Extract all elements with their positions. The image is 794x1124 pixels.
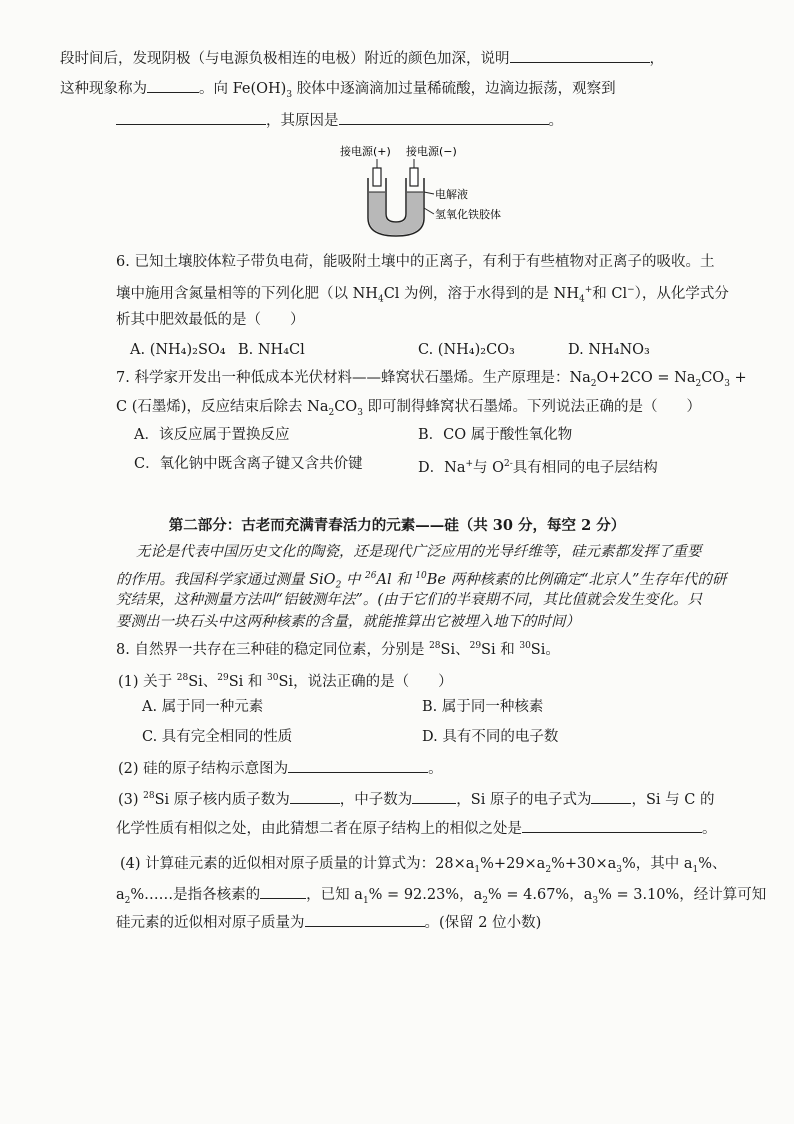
q8-blank-meaning[interactable]	[260, 884, 306, 899]
q8-blank-electron-formula[interactable]	[591, 789, 631, 804]
q8-part4-line2: $a_2\%\dots\dots$是指各核素的 ，已知 $a_1\% = 92.23\%$，$a_2\% = 4.67\%$，$a_3\% = 3.10\%$，经计算可知	[116, 884, 754, 911]
q8-option-c[interactable]: C. 具有完全相同的性质	[142, 729, 293, 745]
q8-line-1: 8. 自然界一共存在三种硅的稳定同位素，分别是 $^{28}$Si、$^{29}$Si 和 $^{30}$Si。	[116, 641, 560, 658]
part2-intro-3: 究结果，这种测量方法叫“铝铍测年法”。(由于它们的半衰期不同，其比值就会发生变化。只	[116, 592, 702, 608]
q8-blank-neutrons[interactable]	[412, 789, 456, 804]
part2-intro-1: 无论是代表中国历史文化的陶瓷，还是现代广泛应用的光导纤维等，硅元素都发挥了重要	[136, 544, 702, 560]
q5-line-3: ，其原因是 。	[116, 110, 754, 131]
q7-option-c[interactable]: C．氧化钠中既含离子键又含共价键	[134, 456, 363, 472]
u-tube-diagram	[330, 142, 530, 240]
q8-option-d[interactable]: D. 具有不同的电子数	[422, 729, 559, 745]
q7-option-a[interactable]: A．该反应属于置换反应	[134, 427, 290, 443]
q6-option-c[interactable]: C. (NH₄)₂CO₃	[418, 342, 515, 358]
q5-blank-3[interactable]	[116, 110, 266, 125]
q8-part1: (1) 关于 $^{28}$Si、$^{29}$Si 和 $^{30}$Si，说法正确的是（ ）	[118, 673, 453, 690]
electrode-right	[410, 168, 418, 186]
electrode-left	[373, 168, 381, 186]
q6-option-a[interactable]: A. (NH₄)₂SO₄	[130, 342, 226, 358]
q5-line-1: 段时间后，发现阴极（与电源负极相连的电极）附近的颜色加深，说明 ，	[60, 48, 754, 69]
q5-line-2: 这种现象称为 。向 $Fe(OH)_3$ 胶体中逐滴滴加过量稀硫酸，边滴边振荡，观察到	[60, 78, 754, 105]
q5-blank-1[interactable]	[510, 48, 650, 63]
q8-part4-line3: 硅元素的近似相对原子质量为 。(保留 2 位小数)	[116, 912, 754, 933]
q8-blank-protons[interactable]	[290, 789, 340, 804]
q8-option-b[interactable]: B. 属于同一种核素	[422, 699, 544, 715]
q6-line-3: 析其中肥效最低的是（ ）	[116, 312, 305, 328]
q8-part3-line1: (3) $^{28}$Si 原子核内质子数为 ，中子数为 ，Si 原子的电子式为 ，Si 与 C 的	[118, 786, 754, 810]
part2-heading: 第二部分：古老而充满青春活力的元素——硅（共 30 分，每空 2 分）	[168, 517, 626, 534]
q7-line-1: 7. 科学家开发出一种低成本光伏材料——蜂窝状石墨烯。生产原理是：$Na_2O+2CO = Na_2CO_3$ +	[116, 370, 747, 389]
part2-intro-2: 的作用。我国科学家通过测量 SiO$_2$ 中 $^{26}$Al 和 $^{10}$Be 两种核素的比例确定“北京人”生存年代的研	[116, 571, 727, 591]
q5-blank-4[interactable]	[339, 110, 549, 125]
q8-blank-structure[interactable]	[288, 758, 428, 773]
q7-option-b[interactable]: B．CO 属于酸性氧化物	[418, 427, 573, 443]
part2-intro-4: 要测出一块石头中这两种核素的含量，就能推算出它被埋入地下的时间）	[116, 614, 580, 630]
diagram-label-electrolyte: 电解液	[435, 188, 468, 201]
q7-line-2: C (石墨烯)，反应结束后除去 $Na_2CO_3$ 即可制得蜂窝状石墨烯。下列说法正确的是（ ）	[116, 399, 702, 418]
diagram-label-negative: 接电源(−)	[406, 145, 457, 158]
q8-blank-atomic-mass[interactable]	[305, 912, 425, 927]
q7-option-d[interactable]: D．Na+与 $O^{2-}$具有相同的电子层结构	[418, 459, 658, 476]
q6-line-2: 壤中施用含氮量相等的下列化肥（以 $NH_4Cl$ 为例，溶于水得到的是 $NH_4^+$和 Cl−），从化学式分	[116, 285, 729, 305]
q6-line-1: 6. 已知土壤胶体粒子带负电荷，能吸附土壤中的正离子，有利于有些植物对正离子的吸收。土	[116, 254, 715, 270]
diagram-label-colloid: 氢氧化铁胶体	[435, 208, 501, 221]
q8-option-a[interactable]: A. 属于同一种元素	[142, 699, 264, 715]
diagram-label-positive: 接电源(+)	[340, 145, 391, 158]
q6-option-b[interactable]: B. NH₄Cl	[238, 342, 305, 358]
q8-blank-similarity[interactable]	[522, 818, 702, 833]
q8-part4-line1: (4) 计算硅元素的近似相对原子质量的计算式为：$28\times a_1\%+29\times a_2\%+30\times a_3\%$，其中 $a_1\%$、	[120, 856, 727, 875]
q8-part3-line2: 化学性质有相似之处，由此猜想二者在原子结构上的相似之处是 。	[116, 818, 754, 839]
q5-blank-2[interactable]	[147, 78, 199, 93]
q6-option-d[interactable]: D. NH₄NO₃	[568, 342, 650, 358]
q8-part2: (2) 硅的原子结构示意图为 。	[118, 758, 754, 779]
